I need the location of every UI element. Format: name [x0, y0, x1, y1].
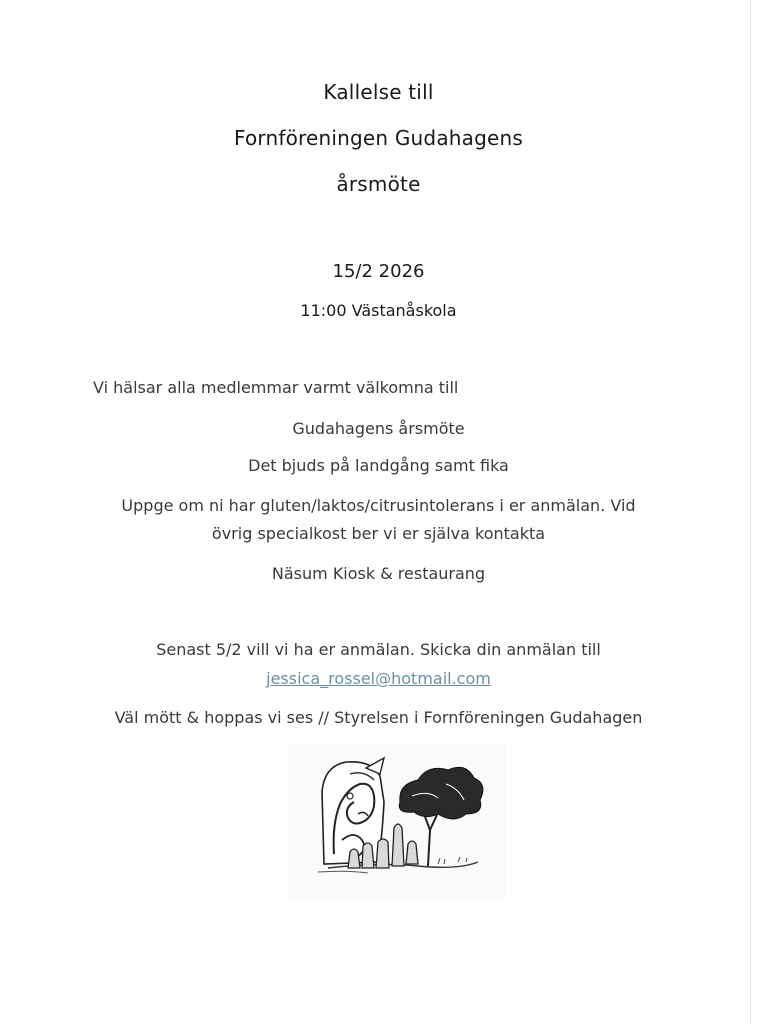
meeting-date: 15/2 2026	[332, 261, 425, 282]
food-text: Det bjuds på landgång samt fika	[248, 456, 509, 475]
association-logo	[288, 744, 506, 900]
welcome-text: Vi hälsar alla medlemmar varmt välkomna till	[93, 378, 459, 397]
title-line-2: Fornföreningen Gudahagens	[233, 126, 524, 150]
signoff-text: Väl mött & hoppas vi ses // Styrelsen i Fornföreningen Gudahagen	[114, 708, 643, 727]
deadline-text: Senast 5/2 vill vi ha er anmälan. Skicka din anmälan till	[156, 640, 601, 659]
email-link[interactable]: jessica_rossel@hotmail.com	[266, 669, 491, 688]
meeting-name: Gudahagens årsmöte	[292, 419, 465, 438]
email-row	[0, 669, 757, 688]
title-line-1: Kallelse till	[323, 80, 434, 104]
rune-stone-icon	[322, 758, 384, 864]
title-line-3: årsmöte	[336, 172, 421, 196]
meeting-time-place: 11:00 Västanåskola	[300, 301, 457, 320]
diet-text-line-2: övrig specialkost ber vi er själva kontakta	[211, 524, 546, 543]
rune-stone-tree-illustration	[288, 744, 506, 900]
diet-text-line-1: Uppge om ni har gluten/laktos/citrusintolerans i er anmälan. Vid	[121, 496, 636, 515]
contact-place: Näsum Kiosk & restaurang	[271, 564, 486, 583]
